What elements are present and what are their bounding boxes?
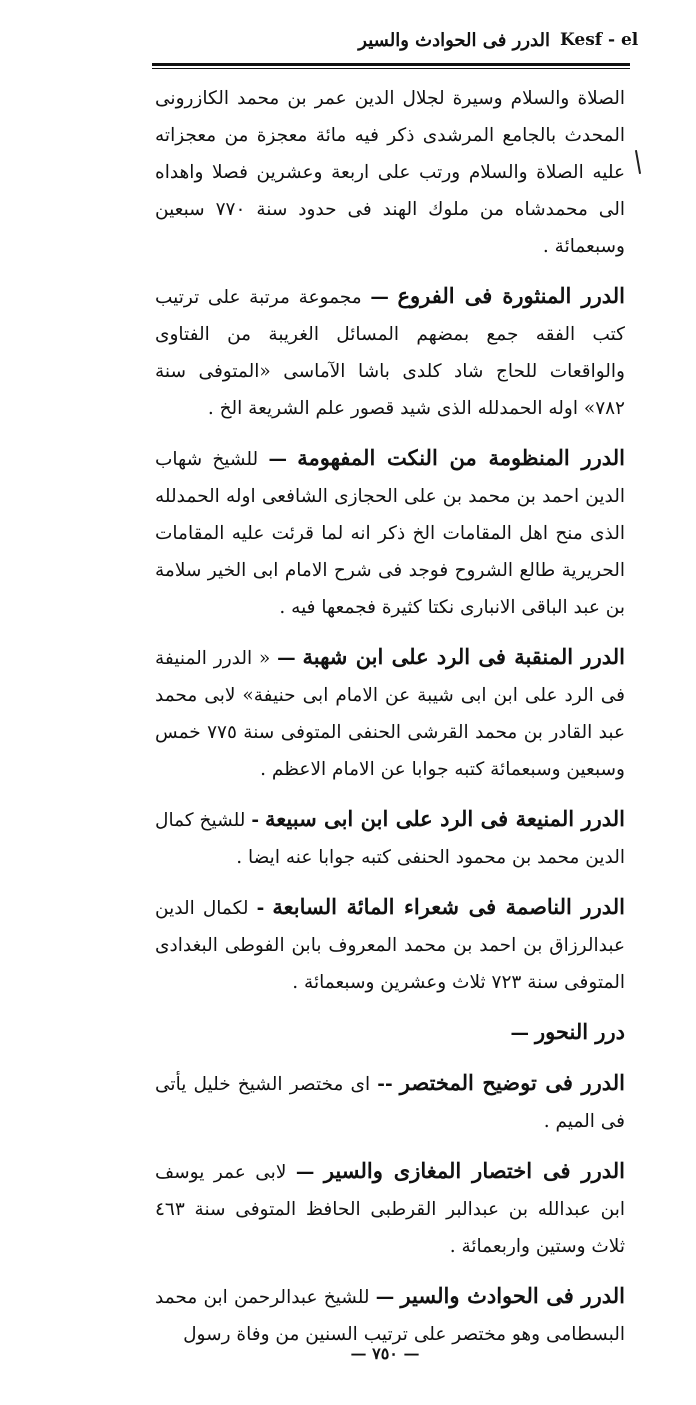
header-rule-thick <box>152 63 630 66</box>
header-title: الدرر فى الحوادث والسير <box>358 30 550 51</box>
entry-text: مجموعة مرتبة على ترتيب كتب الفقه جمع بمضهم المسائل الغريبة من الفتاوى والواقعات للحاج شاد كلدى باشا الآماسى «المتوفى سنة ٧٨٢» اوله الحمدلله الذى شيد قصور علم الشريعة الخ . <box>155 287 625 419</box>
entry-title: الدرر المنظومة من النكت المفهومة <box>297 445 625 470</box>
entry-text: لكمال الدين عبدالرزاق بن احمد بن محمد المعروف بابن الفوطى البغدادى المتوفى سنة ٧٢٣ ثلاث وعشرين وسبعمائة . <box>155 898 625 993</box>
entry-separator: - <box>256 898 265 919</box>
entry-6 <box>155 1013 625 1052</box>
entry-4 <box>155 800 625 876</box>
entry-text: للشيخ عبدالرحمن ابن محمد البسطامى وهو مختصر على ترتيب السنين من وفاة رسول <box>155 1287 625 1345</box>
entry-3 <box>155 638 625 788</box>
entry-title: درر النحور <box>534 1019 625 1044</box>
entry-text: اى مختصر الشيخ خليل يأتى فى الميم . <box>155 1074 625 1132</box>
entry-separator: — <box>277 648 296 669</box>
entry-9 <box>155 1277 625 1353</box>
entry-0 <box>155 78 625 265</box>
entry-text: للشيخ كمال الدين محمد بن محمود الحنفى كتبه جوابا عنه ايضا . <box>155 810 625 868</box>
entry-title: الدرر فى اختصار المغازى والسير <box>323 1158 625 1183</box>
entry-text: لابى عمر يوسف ابن عبدالله بن عبدالبر القرطبى الحافظ المتوفى سنة ٤٦٣ ثلاث وستين واربعمائة . <box>155 1162 625 1257</box>
entry-2 <box>155 439 625 626</box>
header-rule-thin <box>152 68 630 69</box>
entry-separator: — <box>268 449 287 470</box>
entry-title: الدرر الناصمة فى شعراء المائة السابعة <box>272 894 625 919</box>
entry-title: الدرر فى الحوادث والسير <box>400 1283 626 1308</box>
entry-5 <box>155 888 625 1001</box>
header-book-name: Kesf - el <box>560 30 639 50</box>
entry-1 <box>155 277 625 427</box>
entry-separator: -- <box>377 1074 393 1095</box>
entry-title: الدرر المنيعة فى الرد على ابن ابى سبيعة <box>265 806 625 831</box>
entry-separator: - <box>251 810 260 831</box>
running-header <box>150 30 639 58</box>
entry-text: « الدرر المنيفة فى الرد على ابن ابى شيبة عن الامام ابى حنيفة» لابى محمد عبد القادر بن محمد القرشى الحنفى المتوفى سنة ٧٧٥ خمس وسبعين وسبعمائة كتبه جوابا عن الامام الاعظم . <box>155 648 625 780</box>
entry-title: الدرر المنثورة فى الفروع <box>397 283 626 308</box>
entries-column <box>155 78 625 1365</box>
entry-separator: — <box>510 1023 530 1044</box>
entry-text: الصلاة والسلام وسيرة لجلال الدين عمر بن محمد الكازرونى المحدث بالجامع المرشدى ذكر فيه مائة معجزة من معجزاته عليه الصلاة والسلام ورتب على اربعة وعشرين فصلا واهداه الى محمدشاه من ملوك الهند فى حدود سنة ٧٧٠ سبعين وسبعمائة . <box>155 88 625 257</box>
entry-title: الدرر فى توضيح المختصر <box>399 1070 626 1095</box>
entry-8 <box>155 1152 625 1265</box>
entry-separator: — <box>375 1287 395 1308</box>
entry-separator: — <box>295 1162 315 1183</box>
margin-mark <box>635 150 641 174</box>
entry-title: الدرر المنقبة فى الرد على ابن شهبة <box>302 644 625 669</box>
entry-text: للشيخ شهاب الدين احمد بن محمد بن على الحجازى الشافعى اوله الحمدلله الذى منح اهل المقامات الخ ذكر انه لما قرئت عليه المقامات الحريرية طالع الشروح فوجد فى شرح الامام ابى الخير سلامة بن عبد الباقى الانبارى نكتا كثيرة فجمعها فيه . <box>155 449 625 618</box>
page-number: — ٧٥٠ — <box>350 1344 420 1363</box>
entry-separator: — <box>370 287 389 308</box>
entry-7 <box>155 1064 625 1140</box>
